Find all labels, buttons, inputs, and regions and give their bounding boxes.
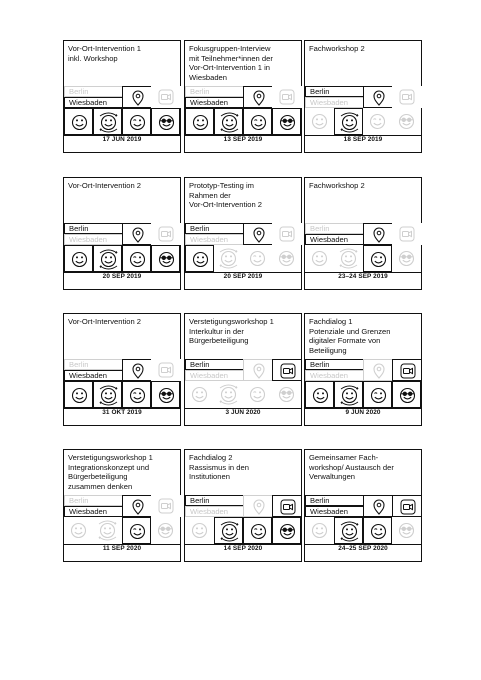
- face-cell: [334, 381, 363, 408]
- city-berlin-label: Berlin: [305, 359, 364, 370]
- smiley-glasses-icon: [392, 108, 421, 135]
- card-title: Fokusgruppen-Interview mit Teilnehmer*innen der Vor-Ort-Intervention 1 in Wiesbaden: [189, 44, 273, 82]
- face-cell: [93, 517, 122, 544]
- face-cell: [151, 108, 180, 135]
- face-row: [185, 108, 301, 135]
- video-camera-icon: [273, 360, 303, 382]
- smiley-face-icon: [185, 381, 214, 408]
- smiley-glasses-icon: [273, 518, 302, 545]
- face-cell: [185, 517, 214, 544]
- smiley-face-icon: [305, 245, 334, 272]
- video-cell: [392, 359, 422, 381]
- location-pin-icon: [364, 87, 394, 109]
- city-berlin-label: Berlin: [185, 223, 244, 234]
- smiley-swap-arrows-icon: [215, 109, 244, 136]
- workshop-card: [63, 449, 181, 562]
- face-cell: [214, 108, 243, 135]
- location-pin-icon: [244, 360, 274, 382]
- video-cell: [392, 223, 422, 245]
- face-cell: [243, 381, 272, 408]
- card-date: 24–25 SEP 2020: [338, 545, 388, 552]
- face-row: [185, 381, 301, 408]
- location-cell: [243, 495, 273, 517]
- smiley-crown-icon: [243, 245, 272, 272]
- smiley-face-icon: [185, 517, 214, 544]
- face-cell: [243, 517, 272, 544]
- face-cell: [272, 517, 301, 544]
- city-berlin-label: Berlin: [64, 86, 123, 97]
- city-berlin-label: Berlin: [185, 86, 244, 97]
- card-date: 13 SEP 2019: [223, 136, 263, 143]
- face-cell: [243, 108, 272, 135]
- city-berlin-label: Berlin: [305, 223, 364, 234]
- location-pin-icon: [244, 224, 274, 246]
- face-cell: [305, 108, 334, 135]
- smiley-swap-arrows-icon: [335, 109, 364, 136]
- smiley-face-icon: [186, 246, 215, 273]
- smiley-crown-icon: [123, 382, 152, 409]
- city-berlin-label: Berlin: [64, 223, 123, 234]
- smiley-glasses-icon: [272, 381, 301, 408]
- face-cell: [363, 517, 392, 544]
- video-camera-icon: [151, 495, 181, 517]
- smiley-glasses-icon: [392, 517, 421, 544]
- video-cell: [392, 495, 422, 517]
- video-cell: [392, 86, 422, 108]
- card-date: 20 SEP 2019: [102, 273, 142, 280]
- video-camera-icon: [273, 496, 303, 518]
- city-wiesbaden-label: Wiesbaden: [64, 370, 123, 381]
- face-cell: [363, 245, 392, 272]
- smiley-crown-icon: [364, 382, 393, 409]
- location-cell: [122, 495, 152, 517]
- video-cell: [272, 359, 302, 381]
- face-row: [305, 245, 421, 272]
- city-wiesbaden-label: Wiesbaden: [185, 506, 244, 517]
- smiley-glasses-icon: [393, 382, 422, 409]
- face-cell: [64, 108, 93, 135]
- smiley-swap-arrows-icon: [94, 382, 123, 409]
- workshop-card: [184, 313, 302, 426]
- card-title: Vor-Ort-Intervention 2: [68, 317, 142, 326]
- smiley-crown-icon: [244, 518, 273, 545]
- smiley-face-icon: [305, 517, 334, 544]
- smiley-swap-arrows-icon: [335, 518, 364, 545]
- card-title: Verstetigungsworkshop 1 Interkultur in der Bürgerbeteiligung: [189, 317, 274, 346]
- smiley-crown-icon: [123, 109, 152, 136]
- smiley-face-icon: [65, 382, 94, 409]
- card-title: Vor-Ort-Intervention 2: [68, 181, 142, 190]
- smiley-swap-arrows-icon: [94, 246, 123, 273]
- location-pin-icon: [364, 224, 394, 246]
- city-berlin-label: Berlin: [64, 359, 123, 370]
- card-title: Gemeinsamer Fach- workshop/ Austausch der Verwaltungen: [309, 453, 394, 482]
- face-cell: [334, 517, 363, 544]
- workshop-card: [184, 40, 302, 153]
- city-wiesbaden-label: Wiesbaden: [64, 97, 123, 108]
- face-cell: [64, 517, 93, 544]
- face-cell: [185, 381, 214, 408]
- face-cell: [363, 381, 392, 408]
- face-cell: [243, 245, 272, 272]
- city-wiesbaden-label: Wiesbaden: [185, 97, 244, 108]
- city-wiesbaden-label: Wiesbaden: [185, 370, 244, 381]
- city-wiesbaden-label: Wiesbaden: [305, 506, 364, 517]
- workshop-card: [63, 40, 181, 153]
- card-title: Fachworkshop 2: [309, 181, 365, 190]
- smiley-swap-arrows-icon: [334, 245, 363, 272]
- card-date: 20 SEP 2019: [223, 273, 263, 280]
- smiley-glasses-icon: [152, 382, 181, 409]
- face-cell: [122, 108, 151, 135]
- face-row: [305, 108, 421, 135]
- face-row: [305, 517, 421, 544]
- smiley-glasses-icon: [151, 517, 180, 544]
- smiley-crown-icon: [243, 381, 272, 408]
- face-cell: [272, 381, 301, 408]
- location-cell: [122, 86, 152, 108]
- smiley-glasses-icon: [392, 245, 421, 272]
- face-row: [64, 381, 180, 408]
- workshop-card: [304, 449, 422, 562]
- smiley-crown-icon: [364, 518, 393, 545]
- face-row: [64, 517, 180, 544]
- face-cell: [151, 517, 180, 544]
- city-berlin-label: Berlin: [64, 495, 123, 506]
- location-pin-icon: [123, 224, 153, 246]
- video-camera-icon: [393, 360, 423, 382]
- card-title: Fachworkshop 2: [309, 44, 365, 53]
- face-cell: [392, 381, 421, 408]
- city-wiesbaden-label: Wiesbaden: [305, 97, 364, 108]
- workshop-card: [304, 40, 422, 153]
- smiley-crown-icon: [364, 246, 393, 273]
- face-cell: [272, 245, 301, 272]
- video-cell: [151, 359, 181, 381]
- face-cell: [305, 517, 334, 544]
- location-pin-icon: [244, 87, 274, 109]
- city-wiesbaden-label: Wiesbaden: [185, 234, 244, 245]
- location-cell: [122, 359, 152, 381]
- video-camera-icon: [151, 359, 181, 381]
- video-camera-icon: [272, 223, 302, 245]
- location-pin-icon: [123, 360, 153, 382]
- video-cell: [151, 495, 181, 517]
- location-pin-icon: [244, 496, 274, 518]
- video-cell: [272, 86, 302, 108]
- face-row: [305, 381, 421, 408]
- workshop-card: [184, 449, 302, 562]
- face-cell: [64, 381, 93, 408]
- card-title: Fachdialog 1 Potenziale und Grenzen digitaler Formate von Beteiligung: [309, 317, 391, 355]
- location-cell: [243, 359, 273, 381]
- workshop-card: [304, 313, 422, 426]
- card-date: 31 OKT 2019: [102, 409, 142, 416]
- smiley-swap-arrows-icon: [94, 109, 123, 136]
- smiley-face-icon: [65, 246, 94, 273]
- face-cell: [93, 245, 122, 272]
- video-camera-icon: [272, 86, 302, 108]
- smiley-crown-icon: [123, 518, 152, 545]
- location-cell: [243, 86, 273, 108]
- card-title: Fachdialog 2 Rassismus in den Institutionen: [189, 453, 249, 482]
- face-cell: [214, 381, 243, 408]
- face-cell: [151, 245, 180, 272]
- smiley-face-icon: [65, 109, 94, 136]
- smiley-crown-icon: [244, 109, 273, 136]
- location-pin-icon: [364, 360, 394, 382]
- smiley-face-icon: [64, 517, 93, 544]
- smiley-face-icon: [306, 382, 335, 409]
- city-berlin-label: Berlin: [185, 359, 244, 370]
- location-cell: [243, 223, 273, 245]
- face-row: [185, 517, 301, 544]
- card-title: Verstetigungsworkshop 1 Integrationskonzept und Bürgerbeteiligung zusammen denken: [68, 453, 153, 491]
- smiley-crown-icon: [123, 246, 152, 273]
- smiley-swap-arrows-icon: [93, 517, 122, 544]
- smiley-glasses-icon: [152, 109, 181, 136]
- face-cell: [392, 245, 421, 272]
- smiley-swap-arrows-icon: [215, 518, 244, 545]
- workshop-card: [184, 177, 302, 290]
- location-pin-icon: [123, 87, 153, 109]
- video-camera-icon: [392, 86, 422, 108]
- location-pin-icon: [123, 496, 153, 518]
- face-cell: [392, 517, 421, 544]
- face-cell: [122, 381, 151, 408]
- location-cell: [363, 495, 393, 517]
- face-cell: [93, 381, 122, 408]
- city-berlin-label: Berlin: [305, 495, 364, 506]
- face-cell: [214, 517, 243, 544]
- workshop-card: [63, 177, 181, 290]
- face-cell: [363, 108, 392, 135]
- face-cell: [305, 245, 334, 272]
- face-row: [64, 245, 180, 272]
- video-camera-icon: [151, 86, 181, 108]
- smiley-face-icon: [305, 108, 334, 135]
- location-cell: [122, 223, 152, 245]
- video-cell: [272, 495, 302, 517]
- card-date: 23–24 SEP 2019: [338, 273, 388, 280]
- video-camera-icon: [393, 496, 423, 518]
- card-date: 11 SEP 2020: [102, 545, 142, 552]
- location-cell: [363, 86, 393, 108]
- video-camera-icon: [392, 223, 422, 245]
- smiley-glasses-icon: [152, 246, 181, 273]
- smiley-swap-arrows-icon: [214, 245, 243, 272]
- workshop-card: [63, 313, 181, 426]
- face-cell: [122, 245, 151, 272]
- card-title: Vor-Ort-Intervention 1 inkl. Workshop: [68, 44, 142, 63]
- city-wiesbaden-label: Wiesbaden: [64, 506, 123, 517]
- face-row: [185, 245, 301, 272]
- city-wiesbaden-label: Wiesbaden: [305, 234, 364, 245]
- face-cell: [334, 108, 363, 135]
- face-cell: [185, 245, 214, 272]
- card-date: 3 JUN 2020: [225, 409, 261, 416]
- face-cell: [122, 517, 151, 544]
- city-wiesbaden-label: Wiesbaden: [64, 234, 123, 245]
- face-row: [64, 108, 180, 135]
- smiley-swap-arrows-icon: [214, 381, 243, 408]
- video-cell: [272, 223, 302, 245]
- face-cell: [64, 245, 93, 272]
- location-cell: [363, 359, 393, 381]
- face-cell: [151, 381, 180, 408]
- smiley-face-icon: [186, 109, 215, 136]
- face-cell: [305, 381, 334, 408]
- card-date: 9 JUN 2020: [345, 409, 381, 416]
- face-cell: [272, 108, 301, 135]
- face-cell: [214, 245, 243, 272]
- city-berlin-label: Berlin: [305, 86, 364, 97]
- city-wiesbaden-label: Wiesbaden: [305, 370, 364, 381]
- location-cell: [363, 223, 393, 245]
- video-cell: [151, 86, 181, 108]
- card-date: 18 SEP 2019: [343, 136, 383, 143]
- workshop-card: [304, 177, 422, 290]
- smiley-crown-icon: [363, 108, 392, 135]
- face-cell: [93, 108, 122, 135]
- face-cell: [334, 245, 363, 272]
- card-date: 14 SEP 2020: [223, 545, 263, 552]
- smiley-glasses-icon: [272, 245, 301, 272]
- location-pin-icon: [364, 496, 394, 518]
- video-cell: [151, 223, 181, 245]
- smiley-swap-arrows-icon: [335, 382, 364, 409]
- face-cell: [392, 108, 421, 135]
- card-title: Prototyp-Testing im Rahmen der Vor-Ort-Intervention 2: [189, 181, 263, 210]
- city-berlin-label: Berlin: [185, 495, 244, 506]
- face-cell: [185, 108, 214, 135]
- card-date: 17 JUN 2019: [102, 136, 142, 143]
- video-camera-icon: [151, 223, 181, 245]
- smiley-glasses-icon: [273, 109, 302, 136]
